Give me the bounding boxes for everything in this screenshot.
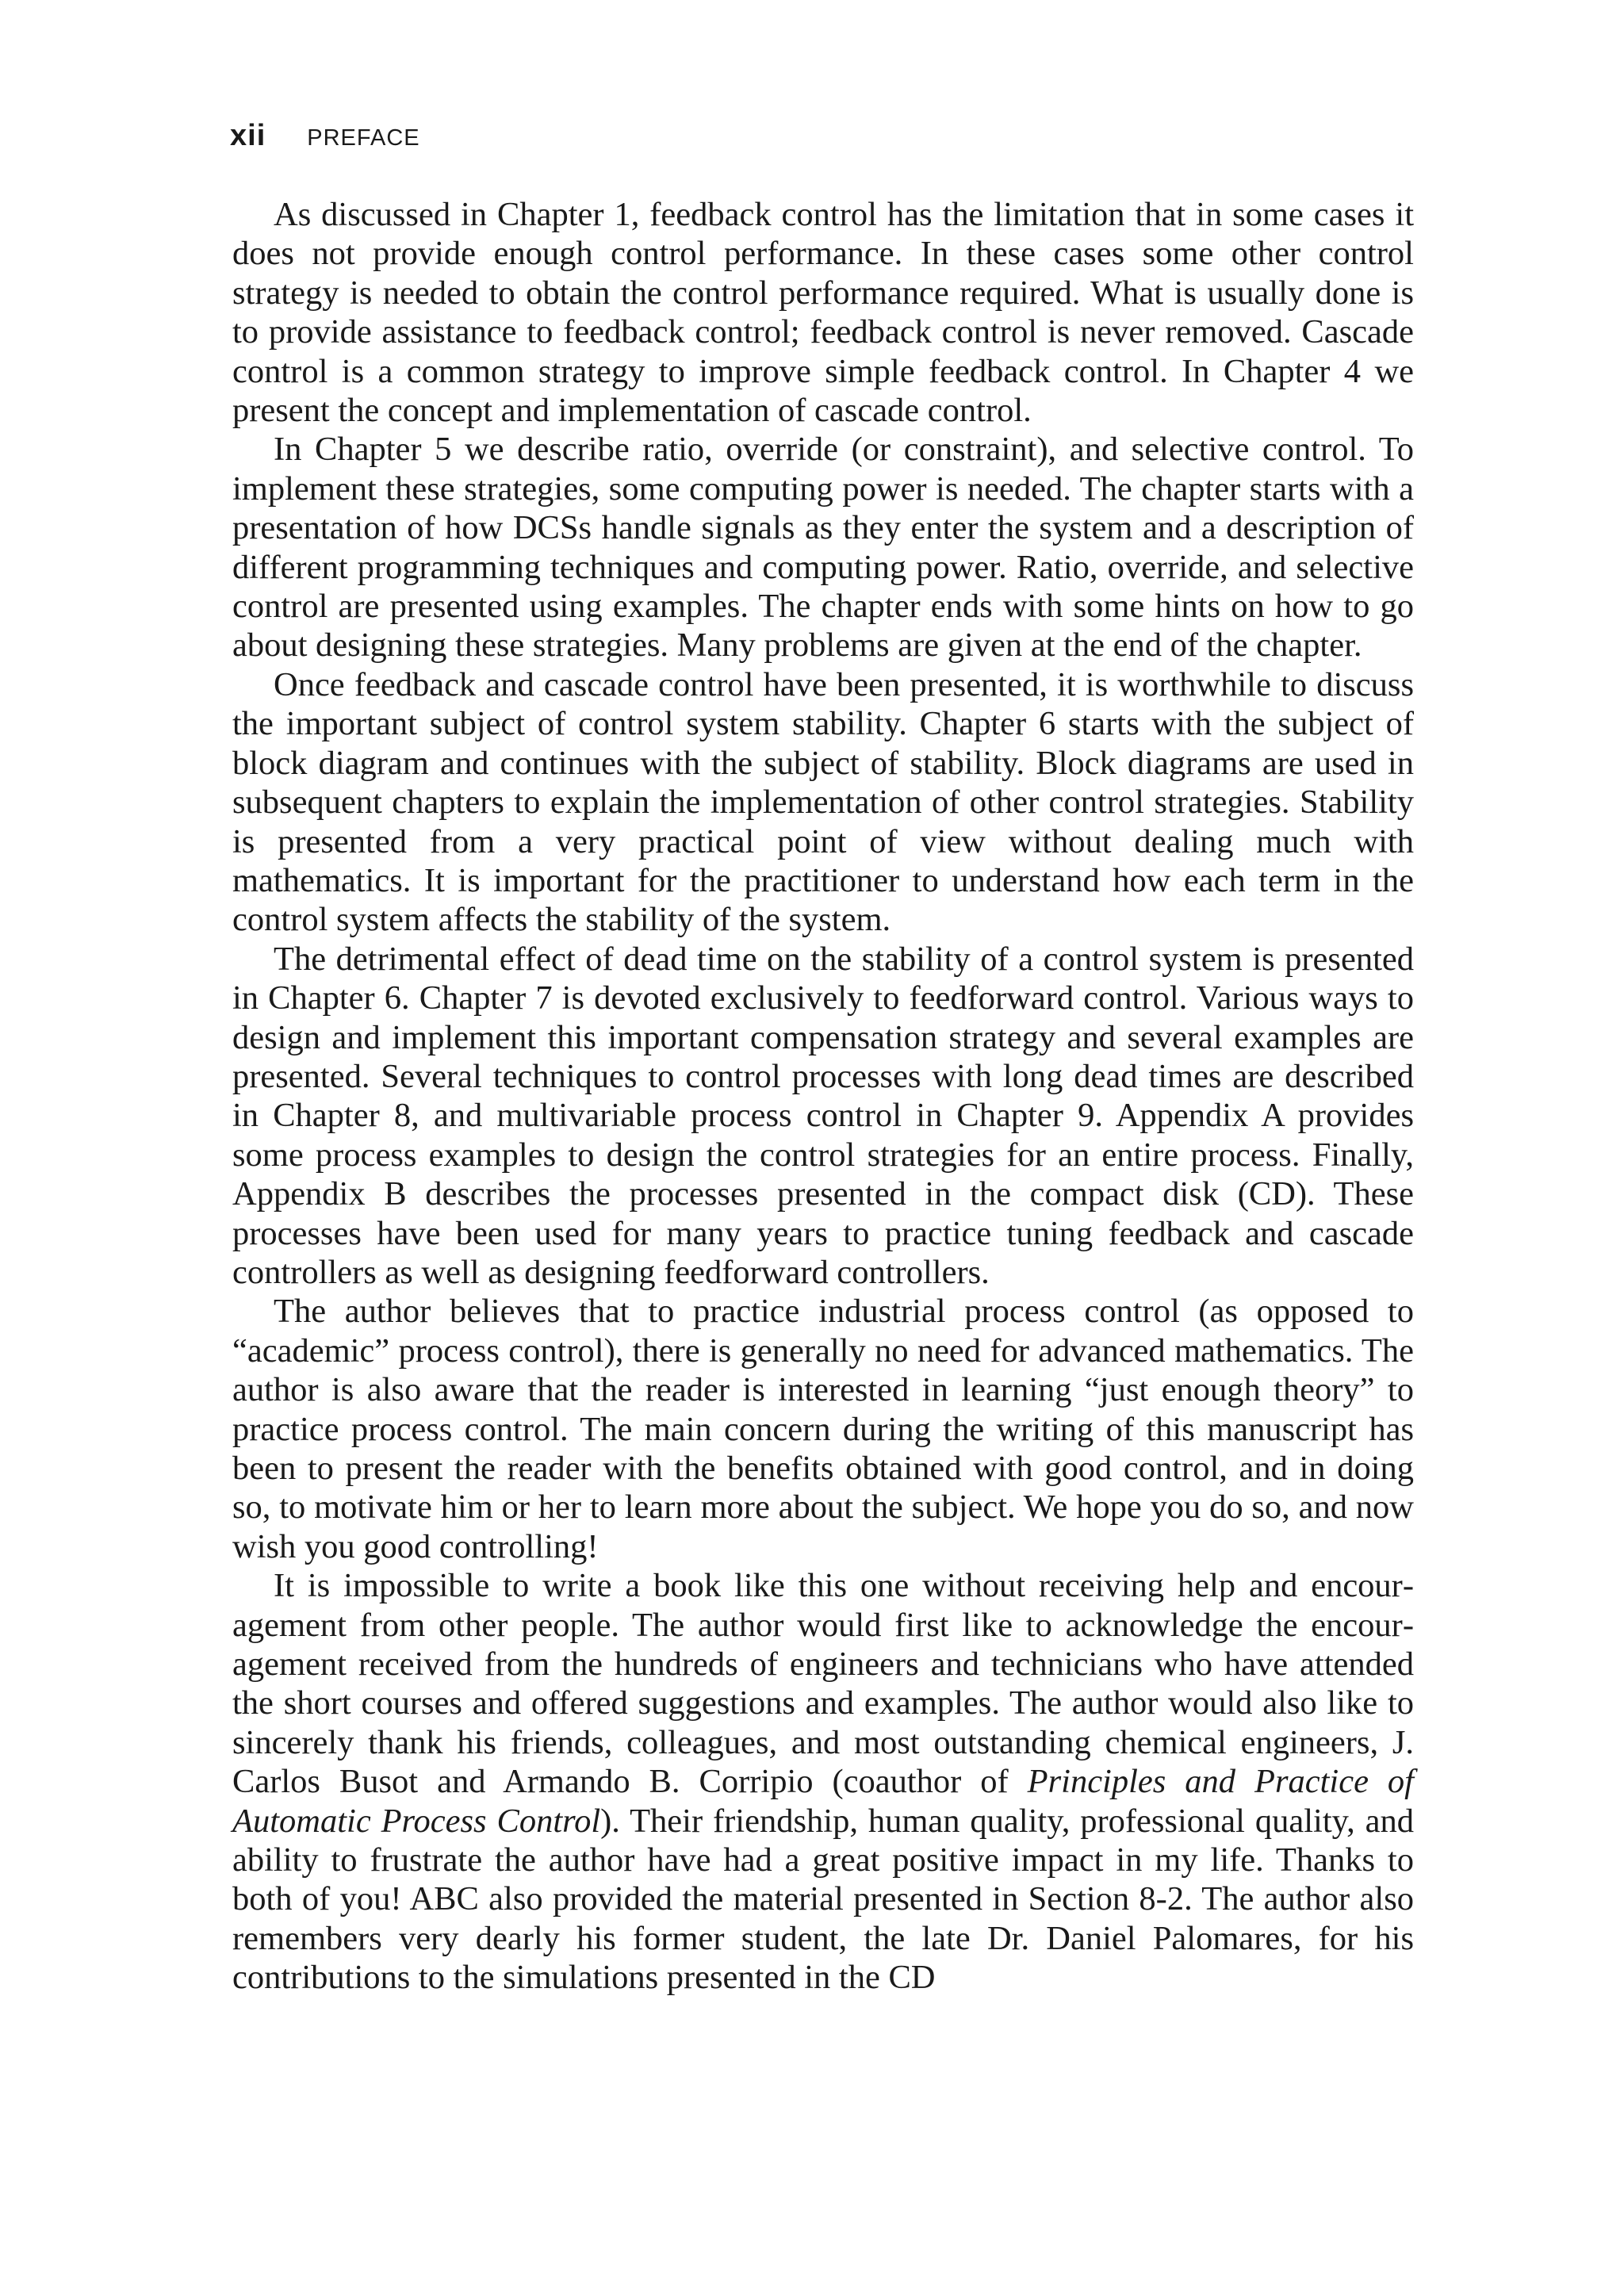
body-text xyxy=(232,195,1414,1998)
running-head xyxy=(230,119,420,159)
paragraph-ratio-override-selective: In Chapter 5 we describe ratio, override (or constraint), and selective control. To implement these strategies, some computing power is needed. The chapter starts with a presentation of how DCSs handle signals as they enter the system and a description of different programming techniques and computing power. Ratio, override, and selective control are presented using examples. The chapter ends with some hints on how to go about designing these strategies. Many problems are given at the end of the chapter. xyxy=(232,431,1414,665)
paragraph-acknowledgments xyxy=(232,1566,1414,1997)
book-title: Principles and Practice of Automatic Process Control xyxy=(232,1763,1414,1840)
acknowledgments-text-start: It is impossible to write a book like this one without receiving help and encouragement from other people. The author would first like to acknowledge the encouragement received from the hundreds of engineers and technicians who have attended the short courses and offered suggestions and examples. The author would also like to sincerely thank his friends, colleagues, and most outstanding chemical engineers, J. Carlos Busot and Armando B. Corripio (coauthor of xyxy=(232,1567,1414,1801)
paragraph-dead-time-feedforward: The detrimental effect of dead time on the stability of a control system is presented in Chapter 6. Chapter 7 is devoted exclusively to feedforward control. Various ways to design and implement this important compensation strategy and several examples are presented. Several techniques to control processes with long dead times are described in Chapter 8, and multivariable process control in Chapter 9. Appendix A provides some process examples to design the control strategies for an entire process. Finally, Appendix B describes the processes presented in the compact disk (CD). These processes have been used for many years to practice tuning feedback and cascade controllers as well as designing feedforward controllers. xyxy=(232,940,1414,1291)
paragraph-stability: Once feedback and cascade control have been presented, it is worthwhile to discuss the important subject of control system stability. Chapter 6 starts with the subject of block diagram and continues with the subject of stability. Block diagrams are used in subsequent chapters to explain the implementation of other control strategies. Stability is presented from a very practical point of view without dealing much with mathematics. It is important for the practitioner to understand how each term in the control system affects the stability of the system. xyxy=(232,665,1414,939)
paragraph-cascade-control: As discussed in Chapter 1, feedback control has the limitation that in some cases it does not provide enough control performance. In these cases some other control strategy is needed to obtain the control performance required. What is usually done is to provide assistance to feedback control; feedback control is never removed. Cascade control is a common strategy to improve simple feedback control. In Chapter 4 we present the concept and implementation of cascade control. xyxy=(232,196,1414,430)
running-title: PREFACE xyxy=(307,125,420,151)
acknowledgments-text-end: ). Their friendship, human quality, professional quality, and ability to frustrate the author have had a great positive impact in my life. Thanks to both of you! ABC also provided the material presented in Section 8-2. The author also remembers very dearly his former student, the late Dr. Daniel Palomares, for his contributions to the simulations presented in the CD xyxy=(232,1802,1415,1997)
page-number: xii xyxy=(230,119,266,152)
paragraph-author-beliefs: The author believes that to practice industrial process control (as opposed to “academic” process control), there is generally no need for advanced mathematics. The author is also aware that the reader is interested in learning “just enough theory” to practice process control. The main concern during the writing of this manuscript has been to present the reader with the benefits obtained with good control, and in doing so, to motivate him or her to learn more about the subject. We hope you do so, and now wish you good controlling! xyxy=(232,1293,1414,1565)
